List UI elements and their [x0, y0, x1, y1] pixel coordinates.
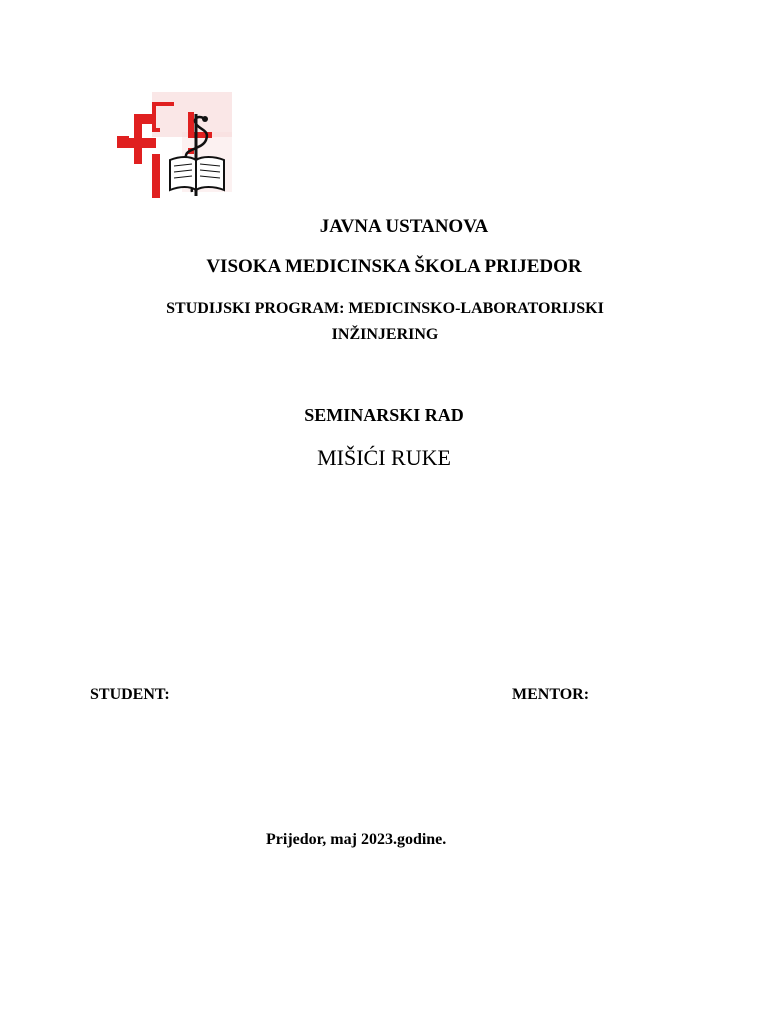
- study-program: STUDIJSKI PROGRAM: MEDICINSKO-LABORATORIJSKI INŽINJERING: [166, 300, 604, 343]
- school-name: VISOKA MEDICINSKA ŠKOLA PRIJEDOR: [206, 256, 582, 277]
- student-label: STUDENT:: [90, 686, 170, 703]
- place-date: Prijedor, maj 2023.godine.: [266, 831, 447, 848]
- medical-school-logo: [112, 92, 232, 202]
- document-title: MIŠIĆI RUKE: [317, 445, 451, 470]
- mentor-label: MENTOR:: [512, 686, 590, 703]
- institution-heading: JAVNA USTANOVA: [319, 216, 489, 237]
- document-type: SEMINARSKI RAD: [304, 405, 464, 425]
